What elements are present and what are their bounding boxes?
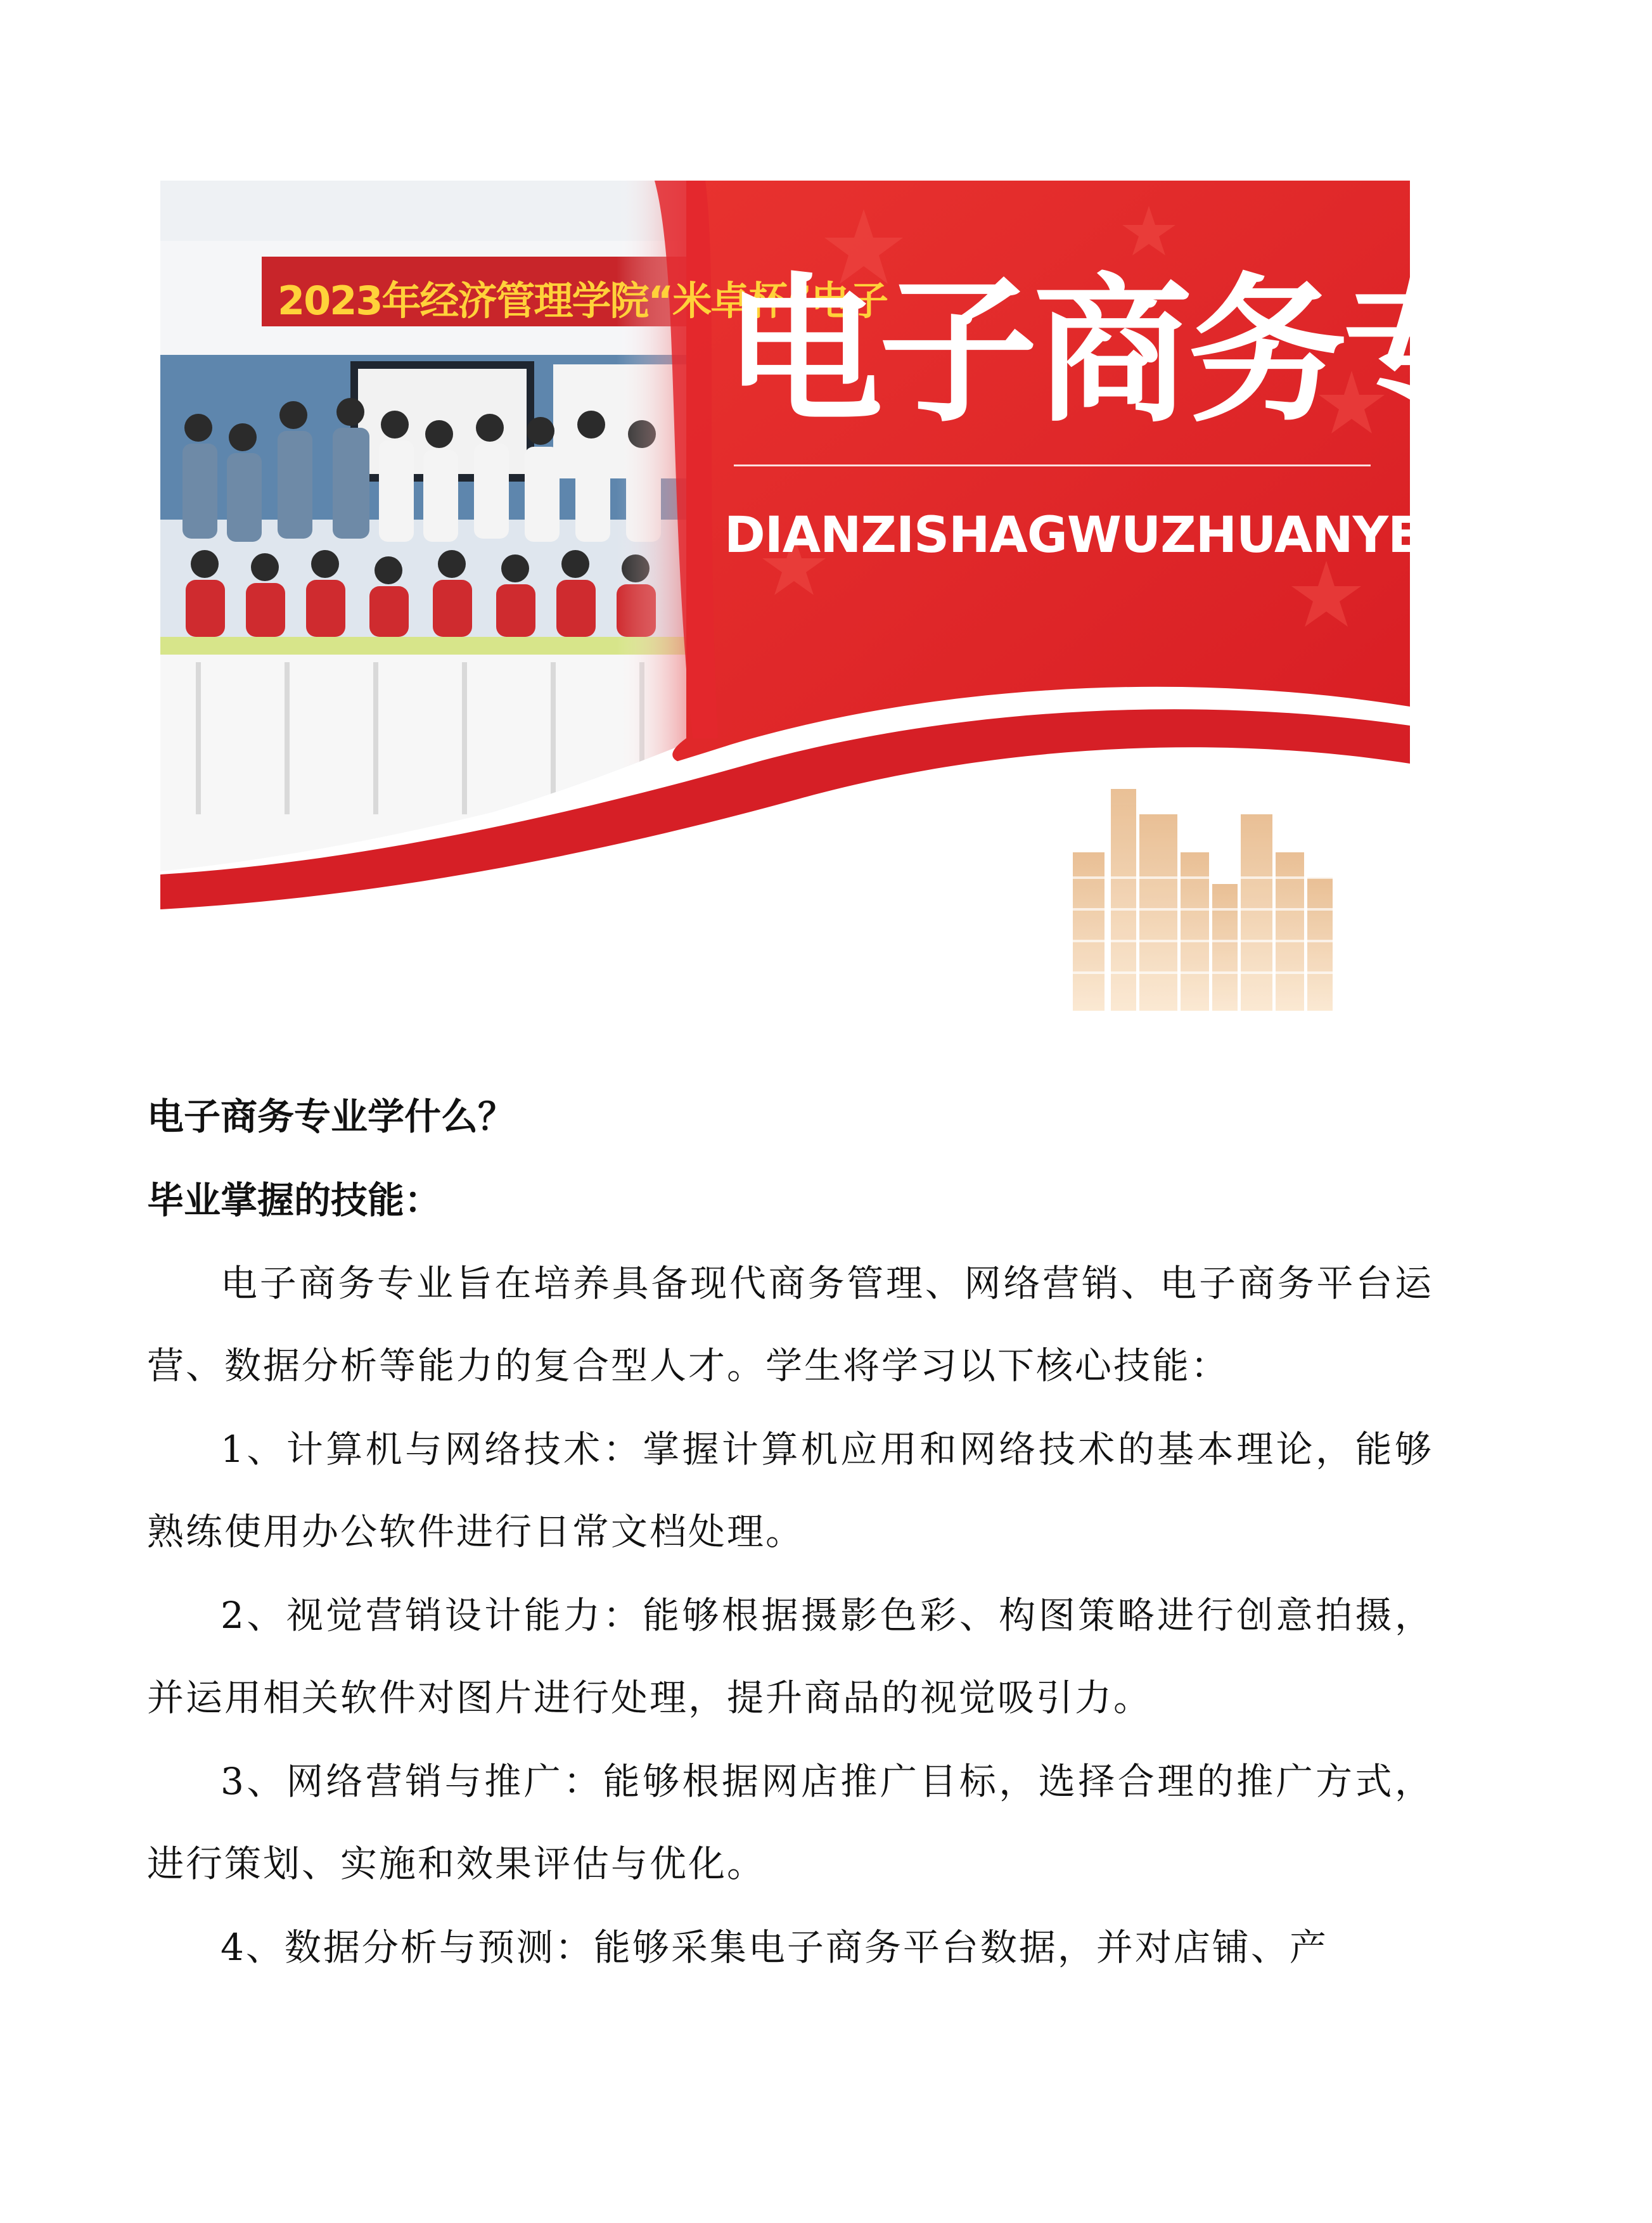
skill-item-2: 2、视觉营销设计能力：能够根据摄影色彩、构图策略进行创意拍摄，并运用相关软件对图片进行处理，提升商品的视觉吸引力。 xyxy=(147,1594,1433,1719)
city-skyline xyxy=(1073,789,1333,1011)
banner-subtitle: DIANZISHAGWUZHUANYE xyxy=(724,507,1421,564)
photo-banner-caption: 2023年经济管理学院“米卓杯”电子 xyxy=(278,278,888,324)
intro-paragraph: 电子商务专业旨在培养具备现代商务管理、网络营销、电子商务平台运营、数据分析等能力的复合型人才。学生将学习以下核心技能： xyxy=(147,1262,1433,1387)
skill-item-3: 3、网络营销与推广：能够根据网店推广目标，选择合理的推广方式，进行策划、实施和效果评估与优化。 xyxy=(147,1760,1433,1885)
banner-title: 电子商务专业 xyxy=(724,259,1652,444)
skill-item-4: 4、数据分析与预测：能够采集电子商务平台数据，并对店铺、产 xyxy=(221,1926,1328,1969)
skill-item-1: 1、计算机与网络技术：掌握计算机应用和网络技术的基本理论，能够熟练使用办公软件进行日常文档处理。 xyxy=(147,1428,1433,1553)
heading-skills: 毕业掌握的技能： xyxy=(147,1179,442,1222)
banner-divider xyxy=(734,464,1371,466)
heading-what-to-learn: 电子商务专业学什么？ xyxy=(147,1095,515,1138)
banner-image xyxy=(160,181,1652,1011)
